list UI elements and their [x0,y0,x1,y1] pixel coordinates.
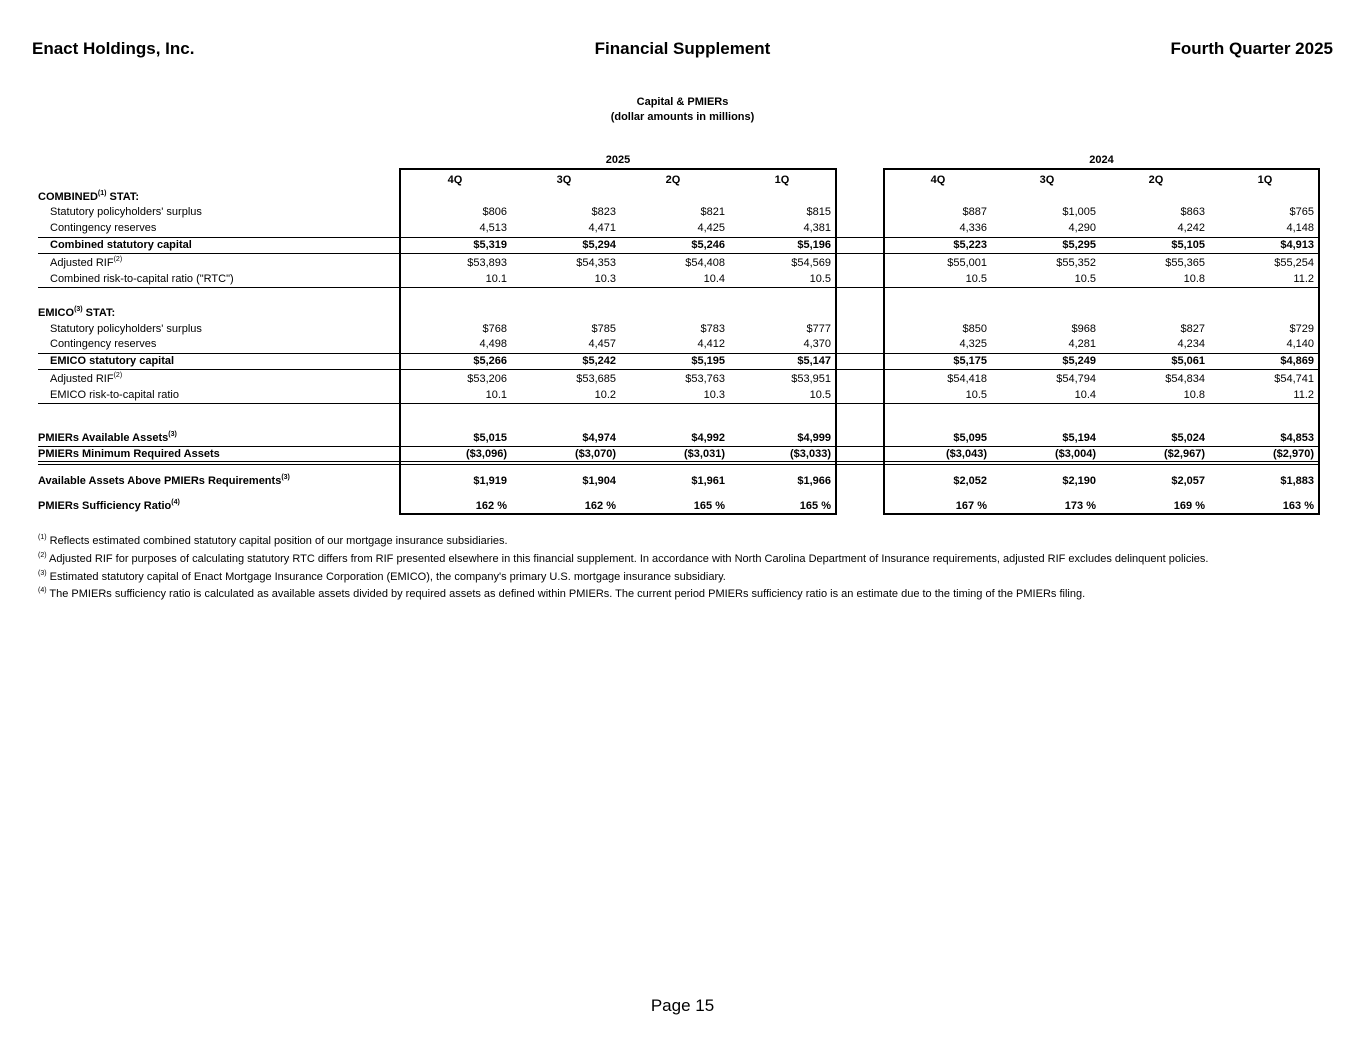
cell-value: 4,471 [588,222,616,234]
quarter-header-row [0,172,1365,188]
cell-value: 11.2 [1293,389,1314,401]
row-label: Available Assets Above PMIERs Requirements$^{(3)}$ [38,474,290,487]
company-name: Enact Holdings, Inc. [32,39,195,58]
cell-value: $1,961 [691,475,725,487]
cell-value: 162 % [584,500,616,512]
cell-value: 162 % [475,500,507,512]
cell-value: 4,281 [1068,338,1096,350]
cell-value: 4,325 [959,338,987,350]
cell-value: $768 [482,323,507,335]
emico-section-heading [0,305,1365,321]
cell-value: $54,794 [1056,373,1096,385]
cell-value: $1,904 [582,475,616,487]
cell-value: 165 % [693,500,725,512]
cell-value: $53,206 [467,373,507,385]
footnote: $^{(1)}$ Reflects estimated combined statutory capital position of our mortgage insurance subsidiaries. [38,534,508,547]
cell-value: $815 [806,206,831,218]
table-row [0,387,1365,403]
cell-value: 4,336 [959,222,987,234]
row-label: Adjusted RIF$^{(2)}$ [50,372,123,385]
cell-value: 4,290 [1068,222,1096,234]
year-2025-label: 2025 [605,154,631,166]
cell-value: $5,294 [582,239,616,251]
table-row [0,371,1365,387]
cell-value: 10.3 [703,389,725,401]
cell-value: 11.2 [1293,273,1314,285]
cell-value: 4,242 [1177,222,1205,234]
table-row [0,255,1365,271]
cell-value: $55,254 [1274,257,1314,269]
cell-value: 10.8 [1183,273,1205,285]
cell-value: 10.5 [809,273,831,285]
cell-value: ($2,967) [1164,448,1205,460]
cell-value: 4,140 [1286,338,1314,350]
cell-value: $1,919 [473,475,507,487]
cell-value: $53,893 [467,257,507,269]
table-row [0,353,1365,369]
combined-section-heading [0,189,1365,205]
cell-value: $5,024 [1171,432,1205,444]
cell-value: $887 [962,206,987,218]
cell-value: 165 % [799,500,831,512]
row-label: EMICO risk-to-capital ratio [50,389,179,401]
cell-value: 167 % [955,500,987,512]
cell-value: $785 [591,323,616,335]
cell-value: 4,425 [697,222,725,234]
cell-value: $5,195 [691,355,725,367]
quarter-header: 2Q [665,174,681,186]
cell-value: $1,883 [1280,475,1314,487]
cell-value: $5,196 [797,239,831,251]
cell-value: 10.4 [703,273,725,285]
cell-value: $850 [962,323,987,335]
cell-value: 10.5 [1074,273,1096,285]
cell-value: $4,913 [1280,239,1314,251]
cell-value: $729 [1289,323,1314,335]
cell-value: $4,869 [1280,355,1314,367]
cell-value: $4,992 [691,432,725,444]
cell-value: $5,295 [1062,239,1096,251]
table-row [0,237,1365,253]
quarter-header: 4Q [930,174,946,186]
section-label: EMICO$^{(3)}$ STAT: [38,306,116,319]
cell-value: 4,457 [588,338,616,350]
cell-value: 4,412 [697,338,725,350]
cell-value: $54,418 [947,373,987,385]
row-label: Statutory policyholders' surplus [50,323,202,335]
page-number: Page 15 [650,996,715,1015]
footnote: $^{(4)}$ The PMIERs sufficiency ratio is calculated as available assets divided by required assets as defined within PMIERs. The current period PMIERs sufficiency ratio is an estimate due to the timing of the PMIERs filing. [38,587,1086,600]
cell-value: $5,246 [691,239,725,251]
cell-value: 4,498 [479,338,507,350]
cell-value: $2,057 [1171,475,1205,487]
cell-value: $53,685 [576,373,616,385]
cell-value: 10.8 [1183,389,1205,401]
cell-value: ($3,033) [790,448,831,460]
cell-value: $806 [482,206,507,218]
cell-value: 4,234 [1177,338,1205,350]
cell-value: 10.1 [485,273,507,285]
cell-value: $5,061 [1171,355,1205,367]
cell-value: $783 [700,323,725,335]
table-row [0,473,1365,489]
report-period: Fourth Quarter 2025 [1170,39,1333,58]
row-label: EMICO statutory capital [50,355,175,367]
cell-value: 163 % [1282,500,1314,512]
cell-value: 169 % [1173,500,1205,512]
cell-value: 4,148 [1286,222,1314,234]
cell-value: 4,370 [803,338,831,350]
cell-value: $5,266 [473,355,507,367]
cell-value: $821 [700,206,725,218]
footnote: $^{(2)}$ Adjusted RIF for purposes of calculating statutory RTC differs from RIF presented elsewhere in this financial supplement. In accordance with North Carolina Department of Insurance requirements, adjusted RIF excludes delinquent policies. [38,552,1209,565]
footnote: $^{(3)}$ Estimated statutory capital of Enact Mortgage Insurance Corporation (EMICO), the company's primary U.S. mortgage insurance subsidiary. [38,570,726,583]
quarter-header: 1Q [1257,174,1273,186]
cell-value: ($2,970) [1273,448,1314,460]
quarter-header: 4Q [447,174,463,186]
cell-value: 10.3 [594,273,616,285]
cell-value: $55,001 [947,257,987,269]
cell-value: 10.2 [594,389,616,401]
table-title-subtitle: (dollar amounts in millions) [610,111,755,123]
cell-value: $4,853 [1280,432,1314,444]
cell-value: $777 [806,323,831,335]
cell-value: $5,105 [1171,239,1205,251]
table-row [0,271,1365,287]
cell-value: $2,052 [953,475,987,487]
cell-value: $5,194 [1062,432,1096,444]
row-label: Combined statutory capital [50,239,192,251]
cell-value: $54,834 [1165,373,1205,385]
cell-value: $5,249 [1062,355,1096,367]
cell-value: 173 % [1064,500,1096,512]
cell-value: $5,319 [473,239,507,251]
cell-value: $54,569 [791,257,831,269]
quarter-header: 3Q [1039,174,1055,186]
cell-value: $54,741 [1274,373,1314,385]
cell-value: 4,381 [803,222,831,234]
cell-value: 10.5 [809,389,831,401]
table-row [0,220,1365,236]
cell-value: $53,763 [685,373,725,385]
cell-value: ($3,031) [684,448,725,460]
table-row [0,446,1365,462]
document-title: Financial Supplement [594,39,771,58]
cell-value: $55,365 [1165,257,1205,269]
cell-value: 10.1 [485,389,507,401]
cell-value: $823 [591,206,616,218]
cell-value: $5,242 [582,355,616,367]
cell-value: $827 [1180,323,1205,335]
cell-value: $4,999 [797,432,831,444]
table-title-line1: Capital & PMIERs [636,96,729,108]
cell-value: $765 [1289,206,1314,218]
cell-value: $5,015 [473,432,507,444]
cell-value: $2,190 [1062,475,1096,487]
quarter-header: 2Q [1148,174,1164,186]
cell-value: $863 [1180,206,1205,218]
quarter-header: 3Q [556,174,572,186]
row-label: Contingency reserves [50,222,157,234]
row-label: PMIERs Sufficiency Ratio$^{(4)}$ [38,499,180,512]
cell-value: $54,353 [576,257,616,269]
cell-value: $4,974 [582,432,616,444]
table-row [0,430,1365,446]
row-label: PMIERs Minimum Required Assets [38,448,220,460]
table-row [0,498,1365,514]
cell-value: 4,513 [479,222,507,234]
row-label: Contingency reserves [50,338,157,350]
row-label: Combined risk-to-capital ratio ("RTC") [50,273,234,285]
row-label: Adjusted RIF$^{(2)}$ [50,256,123,269]
table-row [0,321,1365,337]
year-2024-label: 2024 [1089,154,1114,166]
cell-value: ($3,043) [946,448,987,460]
row-label: PMIERs Available Assets$^{(3)}$ [38,431,177,444]
cell-value: $1,005 [1062,206,1096,218]
cell-value: $54,408 [685,257,725,269]
cell-value: $5,175 [953,355,987,367]
row-label: Statutory policyholders' surplus [50,206,202,218]
cell-value: $5,223 [953,239,987,251]
cell-value: $53,951 [791,373,831,385]
section-label: COMBINED$^{(1)}$ STAT: [38,190,140,203]
cell-value: ($3,096) [466,448,507,460]
table-row [0,204,1365,220]
cell-value: 10.5 [965,273,987,285]
table-row [0,336,1365,352]
cell-value: ($3,070) [575,448,616,460]
cell-value: $1,966 [797,475,831,487]
cell-value: $968 [1071,323,1096,335]
cell-value: $5,147 [797,355,831,367]
cell-value: 10.4 [1074,389,1096,401]
cell-value: 10.5 [965,389,987,401]
cell-value: $55,352 [1056,257,1096,269]
cell-value: ($3,004) [1055,448,1096,460]
cell-value: $5,095 [953,432,987,444]
quarter-header: 1Q [774,174,790,186]
